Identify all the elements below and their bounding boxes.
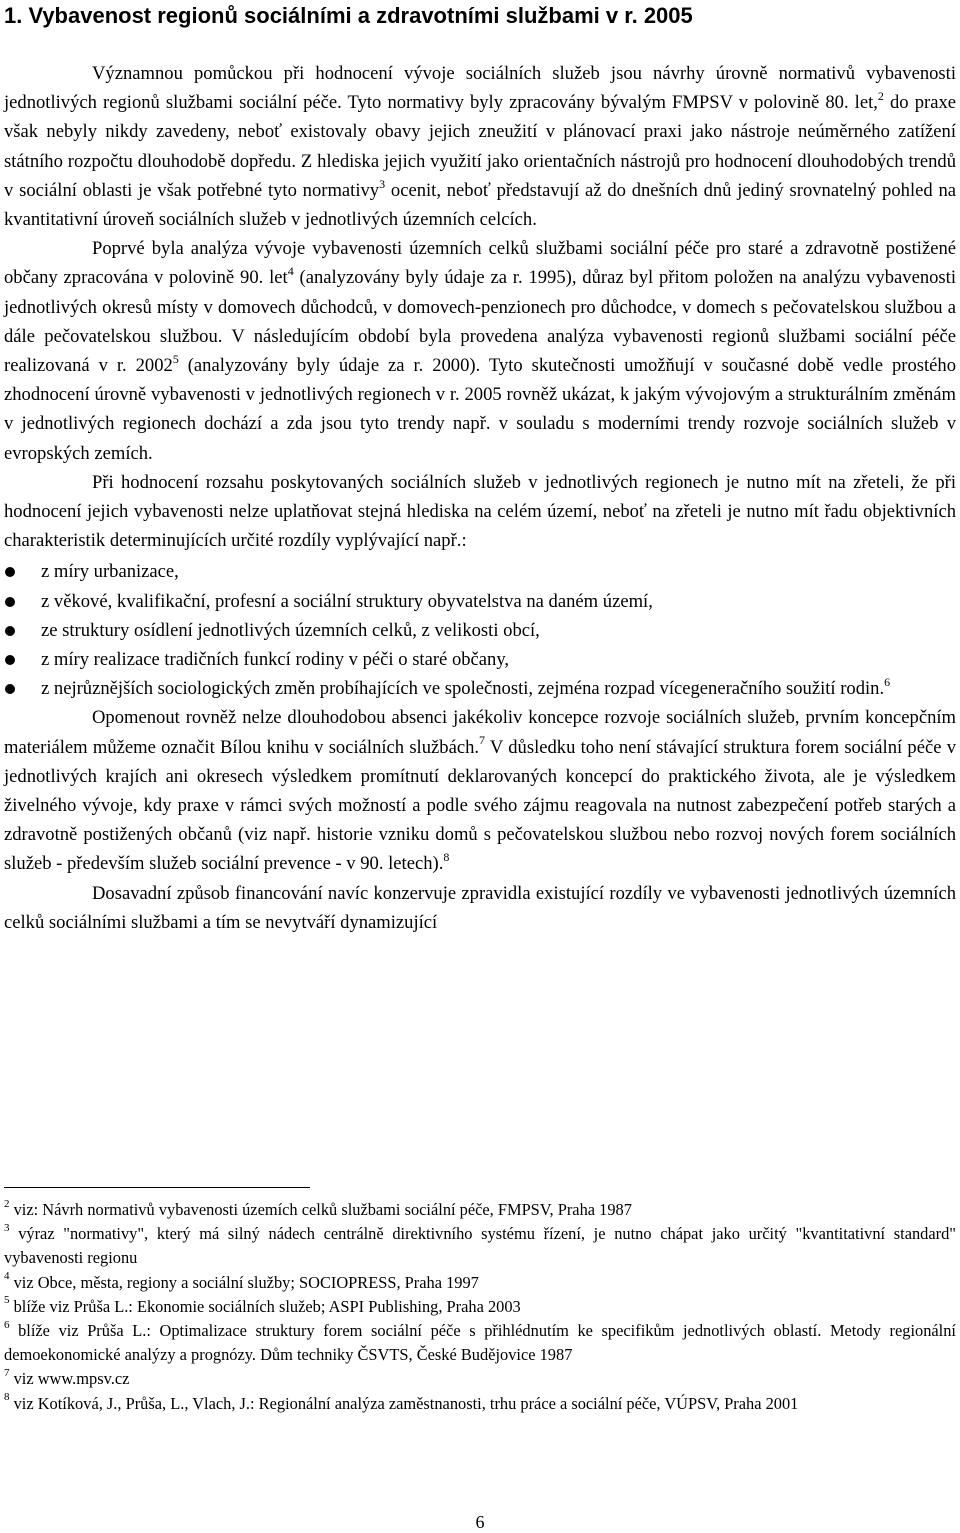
footnote-text: viz www.mpsv.cz	[9, 1369, 130, 1389]
footnote-text: blíže viz Průša L.: Ekonomie sociálních služeb; ASPI Publishing, Praha 2003	[9, 1296, 521, 1316]
paragraph-1-text-a: Významnou pomůckou při hodnocení vývoje sociálních služeb jsou návrhy úrovně normativů vybavenosti jednotlivých regionů službami sociální péče. Tyto normativy byly zpracovány bývalým FMPSV v polovině 80. let,	[4, 63, 956, 114]
footnote-text: výraz "normativy", který má silný nádech centrálně direktivního systému řízení, je nutno chápat jako určitý "kvantitativní standard" vybavenosti regionu	[4, 1224, 956, 1268]
footnote-number: 3	[4, 1221, 10, 1234]
footnote-ref-7[interactable]: 7	[479, 733, 486, 748]
list-item-text: z míry urbanizace,	[41, 561, 179, 583]
footnote	[4, 1319, 956, 1367]
body-text	[4, 59, 956, 937]
list-item	[4, 674, 956, 703]
paragraph-1-text-b: do praxe však nebyly nikdy zavedeny, neboť existovaly obavy jejich zneužití v plánovací praxi jako nástroje neúměrného zatížení státního rozpočtu dlouhodobě dopředu. Z hlediska jejich využití jako orientačních nástrojů pro hodnocení dlouhodobých trendů v sociální oblasti je však potřebné tyto normativy	[4, 92, 956, 201]
paragraph-1-text-c: ocenit, neboť představují až do dnešních dnů jediný srovnatelný pohled na kvantitativní úroveň sociálních služeb v jednotlivých územních celcích.	[4, 179, 956, 231]
list-item-text: z míry realizace tradičních funkcí rodiny v péči o staré občany,	[41, 649, 510, 671]
footnote	[4, 1198, 956, 1222]
paragraph-4	[4, 703, 956, 878]
footnote	[4, 1222, 956, 1270]
footnote-text: viz Obce, města, regiony a sociální služby; SOCIOPRESS, Praha 1997	[9, 1272, 479, 1292]
footnote	[4, 1392, 956, 1416]
footnotes	[4, 1198, 956, 1416]
footnote-text: blíže viz Průša L.: Optimalizace struktury forem sociální péče s přihlédnutím ke specifikům jednotlivých oblastí. Metody regionální demoekonomické analýzy a prognózy. Dům techniky ČSVTS, České Budějovice 1987	[4, 1321, 956, 1365]
paragraph-3: Při hodnocení rozsahu poskytovaných sociálních služeb v jednotlivých regionech je nutno mít na zřeteli, že při hodnocení jejich vybavenosti nelze uplatňovat stejná hlediska na celém území, neboť na zřeteli je nutno mít řadu objektivních charakteristik determinujících určité rozdíly vyplývající např.:	[4, 471, 956, 552]
list-item-text: z nejrůznějších sociologických změn probíhajících ve společnosti, zejména rozpad vícegeneračního soužití rodin.	[41, 678, 885, 700]
bullet-icon	[5, 597, 15, 607]
footnote-separator	[4, 1187, 310, 1188]
footnote-number: 6	[4, 1318, 10, 1331]
footnote-ref-8[interactable]: 8	[443, 850, 450, 865]
list-item	[4, 557, 956, 586]
footnote-number: 2	[4, 1197, 10, 1210]
footnote-ref-4[interactable]: 4	[287, 264, 294, 279]
list-item	[4, 587, 956, 616]
footnote-number: 5	[4, 1294, 10, 1307]
bullet-icon	[5, 567, 15, 577]
footnote-text: viz Kotíková, J., Průša, L., Vlach, J.: Regionální analýza zaměstnanosti, trhu práce a sociální péče, VÚPSV, Praha 2001	[9, 1393, 799, 1413]
paragraph-2-text-c: (analyzovány byly údaje za r. 2000). Tyto skutečnosti umožňují v současné době vedle prostého zhodnocení úrovně vybavenosti v jednotlivých regionech v r. 2005 rovněž ukázat, k jakým vývojovým a strukturálním změnám v jednotlivých regionech dochází a zda jsou tyto trendy např. v souladu s moderními trendy rozvoje sociálních služeb v evropských zemích.	[4, 355, 956, 464]
footnote-ref-2[interactable]: 2	[877, 89, 884, 104]
footnote-number: 8	[4, 1391, 10, 1404]
footnote	[4, 1295, 956, 1319]
footnote-ref-6[interactable]: 6	[884, 675, 891, 690]
list-item	[4, 645, 956, 674]
paragraph-2-text-a: Poprvé byla analýza vývoje vybavenosti územních celků službami sociální péče pro staré a zdravotně postižené občany zpracována v polovině 90. let	[4, 238, 956, 289]
paragraph-4-text-b: V důsledku toho není stávající struktura forem sociální péče v jednotlivých krajích ani okresech výsledkem promítnutí deklarovaných koncepcí do praktického života, ale je výsledkem živelného vývoje, kdy praxe v rámci svých možností a podle svého zájmu reagovala na nutnost zabezpečení potřeb starých a zdravotně postižených občanů (viz např. historie vzniku domů s pečovatelskou službou nebo rozvoj nových forem sociálních služeb - především služeb sociální prevence - v 90. letech).	[4, 736, 956, 875]
footnote	[4, 1271, 956, 1295]
paragraph-4-text-a: Opomenout rovněž nelze dlouhodobou absenci jakékoliv koncepce rozvoje sociálních služeb, prvním koncepčním materiálem můžeme označit Bílou knihu v sociálních službách.	[4, 707, 956, 758]
list-item-text: ze struktury osídlení jednotlivých územních celků, z velikosti obcí,	[41, 619, 540, 641]
footnote-ref-5[interactable]: 5	[172, 351, 179, 366]
section-heading: 1. Vybavenost regionů sociálními a zdravotními službami v r. 2005	[4, 3, 693, 28]
bullet-icon	[5, 684, 15, 694]
paragraph-2	[4, 234, 956, 468]
footnote-ref-3[interactable]: 3	[379, 176, 386, 191]
paragraph-5: Dosavadní způsob financování navíc konzervuje zpravidla existující rozdíly ve vybavenosti jednotlivých územních celků sociálními službami a tím se nevytváří dynamizující	[4, 882, 956, 933]
footnote-text: viz: Návrh normativů vybavenosti územích celků službami sociální péče, FMPSV, Praha 1987	[9, 1200, 632, 1219]
page-number: 6	[475, 1512, 485, 1532]
footnote-number: 4	[4, 1270, 10, 1283]
list-item	[4, 616, 956, 645]
bullet-list	[4, 557, 956, 703]
bullet-icon	[5, 655, 15, 665]
list-item-text: z věkové, kvalifikační, profesní a sociální struktury obyvatelstva na daném území,	[41, 590, 653, 612]
paragraph-2-text-b: (analyzovány byly údaje za r. 1995), důraz byl přitom položen na analýzu vybavenosti jednotlivých okresů místy v domovech důchodců, v domovech-penzionech pro důchodce, v domech s pečovatelskou službou a dále pečovatelskou službou. V následujícím období byla provedena analýza vybavenosti regionů službami sociální péče realizovaná v r. 2002	[4, 267, 956, 377]
footnote	[4, 1367, 956, 1391]
paragraph-1	[4, 59, 956, 234]
bullet-icon	[5, 626, 15, 636]
footnote-number: 7	[4, 1366, 10, 1379]
